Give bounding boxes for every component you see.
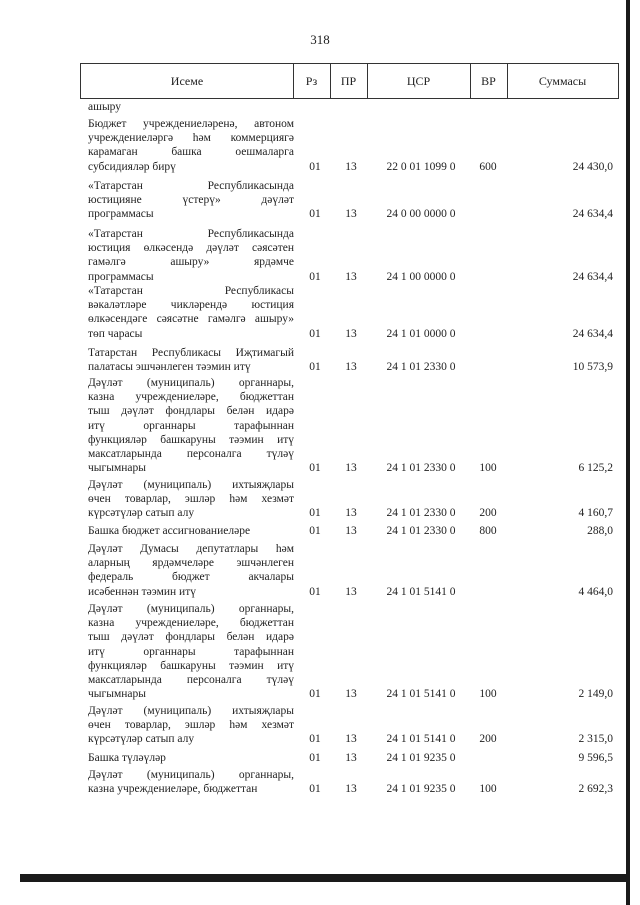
- row-vr: 200: [479, 733, 497, 746]
- row-name-line: «Татарстан Республикасы: [88, 285, 294, 297]
- row-csr: 24 1 01 5141 0: [386, 688, 456, 701]
- row-vr: 100: [479, 688, 497, 701]
- row-rz: 01: [309, 688, 321, 701]
- row-name-line: казна учреждениеләре, бюджеттан: [88, 617, 294, 630]
- row-name-line: итү органнары тарафыннан: [88, 645, 294, 658]
- row-name-line: күрсәтүләр сатып алу: [88, 733, 195, 746]
- row-pr: 13: [345, 160, 357, 173]
- row-name-line: чыгымнары: [88, 688, 146, 701]
- row-name-line: аларның ярдәмчеләре эшчәнлеген: [88, 557, 294, 570]
- row-name-line: программасы: [88, 270, 154, 283]
- row-name: [88, 751, 294, 765]
- header-vr: ВР: [470, 63, 508, 99]
- row-name: [88, 704, 294, 747]
- row-csr: 24 1 01 2330 0: [386, 361, 456, 374]
- row-pr: 13: [345, 585, 357, 598]
- row-name-line: «Татарстан Республикасында: [88, 228, 294, 240]
- row-vr: 100: [479, 783, 497, 796]
- row-name-line: төп чарасы: [88, 327, 143, 340]
- row-sum: 24 634,4: [572, 270, 613, 283]
- row-name-line: программасы: [88, 208, 154, 221]
- row-name-line: функцияләр башкаруны тәэмин итү: [88, 433, 294, 446]
- row-name: [88, 376, 294, 475]
- row-name-line: ашыру: [88, 101, 122, 113]
- row-name: [88, 542, 294, 599]
- row-name-line: исәбеннән тәэмин итү: [88, 585, 196, 598]
- row-sum: 288,0: [587, 525, 613, 537]
- row-name: [88, 768, 294, 796]
- row-pr: 13: [345, 507, 357, 520]
- row-name-line: күрсәтүләр сатып алу: [88, 507, 195, 520]
- row-pr: 13: [345, 462, 357, 475]
- row-name-line: Дәүләт (муниципаль) органнары,: [88, 377, 294, 389]
- header-name: Исеме: [80, 63, 294, 99]
- header-rz: Рз: [293, 63, 331, 99]
- row-name-line: тыш дәүләт фондлары белән идарә: [88, 405, 294, 418]
- row-name-line: вәкаләтләре чикләрендә юстиция: [88, 299, 294, 312]
- row-rz: 01: [309, 462, 321, 475]
- row-name-line: федераль бюджет акчалары: [88, 571, 294, 584]
- row-name-line: казна учреждениеләре, бюджеттан: [88, 783, 258, 796]
- header-pr: ПР: [330, 63, 368, 99]
- row-name-line: субсидияләр бирү: [88, 160, 176, 173]
- row-vr: 800: [479, 525, 497, 537]
- row-csr: 22 0 01 1099 0: [386, 160, 456, 173]
- row-name: [88, 346, 294, 374]
- row-name-line: максатларында персоналга түләү: [88, 447, 294, 460]
- row-rz: 01: [309, 783, 321, 796]
- row-name-line: учреждениеләргә һәм коммерциягә: [88, 132, 294, 145]
- row-sum: 6 125,2: [578, 462, 613, 475]
- row-rz: 01: [309, 160, 321, 173]
- row-pr: 13: [345, 208, 357, 221]
- row-name-line: «Татарстан Республикасында: [88, 180, 294, 192]
- row-pr: 13: [345, 688, 357, 701]
- row-sum: 2 692,3: [578, 783, 613, 796]
- row-pr: 13: [345, 733, 357, 746]
- row-name-line: Дәүләт (муниципаль) органнары,: [88, 769, 294, 781]
- row-rz: 01: [309, 208, 321, 221]
- row-name-line: Татарстан Республикасы Иҗтимагый: [88, 347, 294, 359]
- row-vr: 100: [479, 462, 497, 475]
- row-rz: 01: [309, 752, 321, 764]
- row-rz: 01: [309, 733, 321, 746]
- row-csr: 24 1 01 5141 0: [386, 585, 456, 598]
- row-rz: 01: [309, 507, 321, 520]
- row-rz: 01: [309, 270, 321, 283]
- row-vr: 600: [479, 160, 497, 173]
- row-name-line: Дәүләт (муниципаль) органнары,: [88, 603, 294, 615]
- row-pr: 13: [345, 361, 357, 374]
- row-rz: 01: [309, 361, 321, 374]
- row-name-line: Дәүләт (муниципаль) ихтыяҗлары: [88, 479, 294, 491]
- row-name: [88, 602, 294, 701]
- row-csr: 24 1 01 5141 0: [386, 733, 456, 746]
- row-name: [88, 179, 294, 222]
- row-name-line: итү органнары тарафыннан: [88, 419, 294, 432]
- row-name-line: Дәүләт (муниципаль) ихтыяҗлары: [88, 705, 294, 717]
- row-sum: 2 149,0: [578, 688, 613, 701]
- page-number: 318: [310, 32, 330, 47]
- row-pr: 13: [345, 783, 357, 796]
- row-pr: 13: [345, 752, 357, 764]
- row-name-line: Дәүләт Думасы депутатлары һәм: [88, 543, 294, 555]
- row-csr: 24 1 01 2330 0: [386, 507, 456, 520]
- scan-edge-bottom: [20, 874, 630, 882]
- row-name: [88, 478, 294, 521]
- row-name-line: казна учреждениеләре, бюджеттан: [88, 391, 294, 404]
- row-name-line: Бюджет учреждениеләренә, автоном: [88, 118, 294, 130]
- header-sum: Суммасы: [507, 63, 619, 99]
- row-csr: 24 1 01 2330 0: [386, 525, 456, 537]
- row-sum: 24 634,4: [572, 327, 613, 340]
- row-name-line: өчен товарлар, эшләр һәм хезмәт: [88, 493, 294, 506]
- row-name-line: функцияләр башкаруны тәэмин итү: [88, 659, 294, 672]
- row-pr: 13: [345, 327, 357, 340]
- row-csr: 24 1 01 2330 0: [386, 462, 456, 475]
- row-sum: 9 596,5: [578, 752, 613, 764]
- row-rz: 01: [309, 525, 321, 537]
- row-sum: 24 634,4: [572, 208, 613, 221]
- row-csr: 24 1 01 9235 0: [386, 752, 456, 764]
- row-name-line: чыгымнары: [88, 462, 146, 475]
- row-name-line: юстиция өлкәсендә дәүләт сәясәтен: [88, 242, 294, 255]
- row-name-line: Башка түләүләр: [88, 752, 166, 764]
- row-sum: 24 430,0: [572, 160, 613, 173]
- row-name-line: тыш дәүләт фондлары белән идарә: [88, 631, 294, 644]
- row-sum: 4 464,0: [578, 585, 613, 598]
- row-csr: 24 1 00 0000 0: [386, 270, 456, 283]
- row-pr: 13: [345, 270, 357, 283]
- header-csr: ЦСР: [367, 63, 471, 99]
- row-rz: 01: [309, 585, 321, 598]
- row-name-line: Башка бюджет ассигнованиеләре: [88, 525, 251, 537]
- row-sum: 4 160,7: [578, 507, 613, 520]
- row-pr: 13: [345, 525, 357, 537]
- row-name-line: палатасы эшчәнлеген тәэмин итү: [88, 361, 251, 374]
- row-name: [88, 524, 294, 538]
- row-csr: 24 1 01 9235 0: [386, 783, 456, 796]
- row-name-line: карамаган башка оешмаларга: [88, 146, 294, 159]
- row-name-line: өлкәсендәге сәясәтне гамәлгә ашыру»: [88, 313, 294, 326]
- row-name: [88, 100, 294, 114]
- row-name-line: максатларында персоналга түләү: [88, 673, 294, 686]
- row-sum: 2 315,0: [578, 733, 613, 746]
- row-name: [88, 227, 294, 284]
- row-csr: 24 1 01 0000 0: [386, 327, 456, 340]
- row-name: [88, 284, 294, 341]
- row-name-line: өчен товарлар, эшләр һәм хезмәт: [88, 719, 294, 732]
- row-csr: 24 0 00 0000 0: [386, 208, 456, 221]
- row-name-line: гамәлгә ашыру» ярдәмче: [88, 256, 294, 269]
- scan-edge-right: [626, 0, 630, 905]
- row-name: [88, 117, 294, 174]
- row-name-line: юстицияне үстерү» дәүләт: [88, 194, 294, 207]
- row-rz: 01: [309, 327, 321, 340]
- row-sum: 10 573,9: [572, 361, 613, 374]
- row-vr: 200: [479, 507, 497, 520]
